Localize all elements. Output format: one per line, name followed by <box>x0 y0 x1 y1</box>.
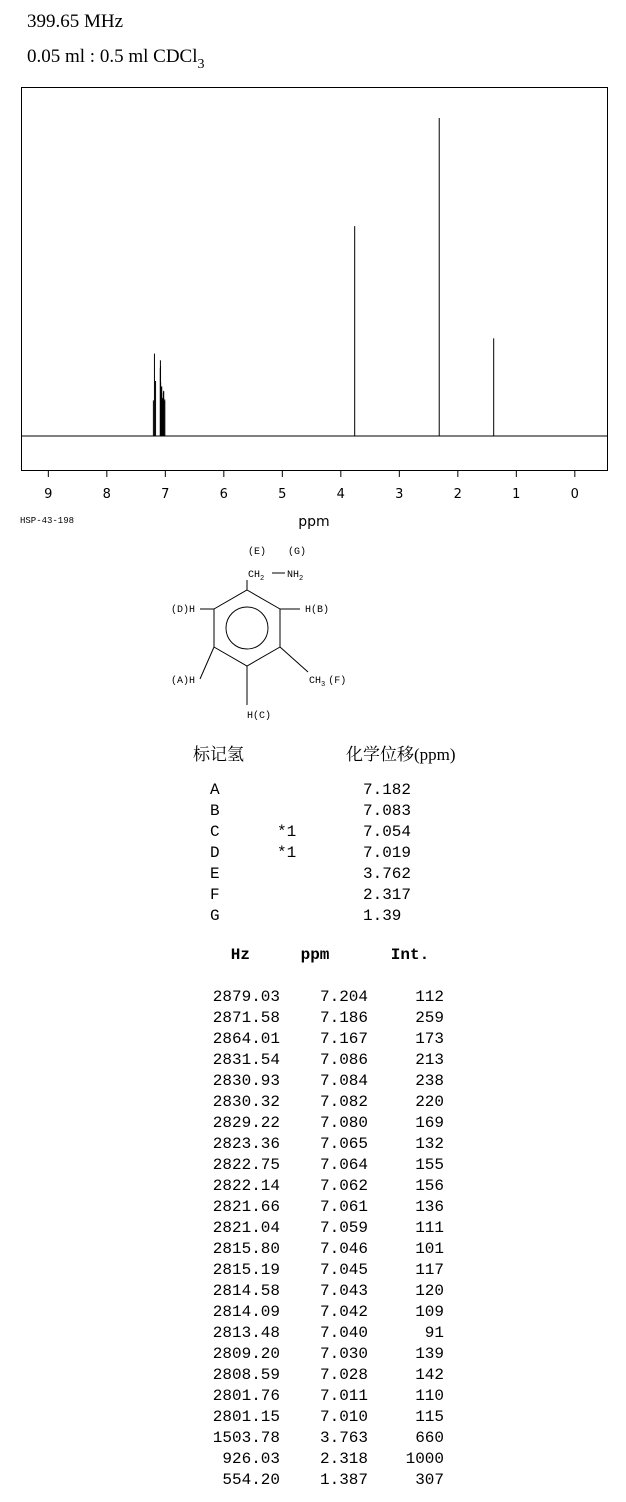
peak-ppm: 7.064 <box>319 1156 368 1174</box>
label-b: H(B) <box>305 605 330 616</box>
sample-subscript: 3 <box>197 57 205 72</box>
assignment-shift: 3.762 <box>363 865 412 883</box>
peak-intensity: 132 <box>415 1135 444 1153</box>
assignment-row <box>0 822 626 843</box>
x-axis-label: ppm <box>298 514 330 530</box>
peak-hz: 2821.04 <box>212 1219 280 1237</box>
peak-hz: 2809.20 <box>212 1345 280 1363</box>
peak-hz: 2814.09 <box>212 1303 280 1321</box>
peak-ppm: 7.045 <box>319 1261 368 1279</box>
peak-ppm: 7.062 <box>319 1177 368 1195</box>
table-row <box>0 987 626 1008</box>
peak-hz: 2801.76 <box>212 1387 280 1405</box>
peak-hz: 2813.48 <box>212 1324 280 1342</box>
x-tick-label: 9 <box>44 487 53 502</box>
nmr-spectrum-chart <box>0 0 626 540</box>
x-tick-label: 2 <box>453 487 462 502</box>
peak-hz: 2822.75 <box>212 1156 280 1174</box>
peak-ppm: 7.086 <box>319 1051 368 1069</box>
sample-text: 0.05 ml : 0.5 ml CDCl <box>27 46 198 67</box>
molecule-structure <box>150 540 380 725</box>
peak-ppm: 7.043 <box>319 1282 368 1300</box>
peak-hz: 2830.93 <box>212 1072 280 1090</box>
peak-intensity: 112 <box>415 988 444 1006</box>
table-row <box>0 1008 626 1029</box>
peak-hz: 2815.19 <box>212 1261 280 1279</box>
peak-ppm: 7.186 <box>319 1009 368 1027</box>
peak-hz: 2822.14 <box>212 1177 280 1195</box>
x-tick-label: 5 <box>278 487 287 502</box>
peak-hz: 2831.54 <box>212 1051 280 1069</box>
peak-intensity: 109 <box>415 1303 444 1321</box>
peak-intensity: 117 <box>415 1261 444 1279</box>
table-row <box>0 1281 626 1302</box>
peak-hz: 2821.66 <box>212 1198 280 1216</box>
peak-intensity: 136 <box>415 1198 444 1216</box>
peak-intensity: 110 <box>415 1387 444 1405</box>
table-row <box>0 1323 626 1344</box>
spectrum-id: HSP-43-198 <box>20 516 75 526</box>
peak-ppm: 7.080 <box>319 1114 368 1132</box>
aromatic-circle <box>226 607 268 649</box>
peak-ppm: 7.028 <box>319 1366 368 1384</box>
peak-header-int: Int. <box>390 946 430 964</box>
assignment-label: E <box>210 865 220 883</box>
label-nh2: $NH_2$ <box>287 570 304 583</box>
peak-hz: 2830.32 <box>212 1093 280 1111</box>
peak-ppm: 3.763 <box>319 1429 368 1447</box>
peak-hz: 2823.36 <box>212 1135 280 1153</box>
table-row <box>0 1428 626 1449</box>
peak-header-ppm: ppm <box>300 946 330 964</box>
label-e: (E) <box>248 547 267 558</box>
peak-hz: 2815.80 <box>212 1240 280 1258</box>
label-g: (G) <box>288 547 307 558</box>
table-row <box>0 1134 626 1155</box>
peak-intensity: 156 <box>415 1177 444 1195</box>
peak-ppm: 7.010 <box>319 1408 368 1426</box>
peak-ppm: 7.084 <box>319 1072 368 1090</box>
x-tick-label: 4 <box>336 487 345 502</box>
peak-intensity: 220 <box>415 1093 444 1111</box>
assignment-shift: 1.39 <box>363 907 402 925</box>
peak-ppm: 7.046 <box>319 1240 368 1258</box>
table-row <box>0 1407 626 1428</box>
peak-ppm: 7.167 <box>319 1030 368 1048</box>
assignment-row <box>0 885 626 906</box>
table-row <box>0 1092 626 1113</box>
peak-intensity: 120 <box>415 1282 444 1300</box>
assignment-label: D <box>210 844 220 862</box>
peak-intensity: 169 <box>415 1114 444 1132</box>
peak-header-hz: Hz <box>230 946 250 964</box>
peak-hz: 2864.01 <box>212 1030 280 1048</box>
label-c: H(C) <box>247 711 272 722</box>
table-row <box>0 1302 626 1323</box>
peak-ppm: 7.011 <box>319 1387 368 1405</box>
table-row <box>0 1386 626 1407</box>
peak-hz: 2801.15 <box>212 1408 280 1426</box>
label-d: (D)H <box>170 605 195 616</box>
assignment-shift: 2.317 <box>363 886 412 904</box>
peak-ppm: 7.059 <box>319 1219 368 1237</box>
assignment-label: C <box>210 823 220 841</box>
peak-ppm: 7.040 <box>319 1324 368 1342</box>
peak-intensity: 1000 <box>405 1450 444 1468</box>
table-row <box>0 1029 626 1050</box>
assignment-row <box>0 843 626 864</box>
table-row <box>0 1470 626 1491</box>
assignment-row <box>0 906 626 927</box>
table-row <box>0 1155 626 1176</box>
table-row <box>0 1176 626 1197</box>
table-row <box>0 1449 626 1470</box>
table-row <box>0 1050 626 1071</box>
assignment-row <box>0 780 626 801</box>
x-tick-label: 1 <box>512 487 521 502</box>
peak-ppm: 7.082 <box>319 1093 368 1111</box>
assignment-header-hydrogen: 标记氢 <box>193 745 244 764</box>
assignment-shift: 7.182 <box>363 781 412 799</box>
assignment-note: *1 <box>277 823 297 841</box>
peak-intensity: 111 <box>415 1219 444 1237</box>
peak-intensity: 307 <box>415 1471 444 1489</box>
peak-hz: 2871.58 <box>212 1009 280 1027</box>
peak-ppm: 7.042 <box>319 1303 368 1321</box>
peak-intensity: 155 <box>415 1156 444 1174</box>
peak-intensity: 101 <box>415 1240 444 1258</box>
peak-intensity: 91 <box>424 1324 444 1342</box>
assignment-row <box>0 801 626 822</box>
assignment-header-shift: 化学位移(ppm) <box>346 745 456 764</box>
table-row <box>0 1197 626 1218</box>
peak-ppm: 7.204 <box>319 988 368 1006</box>
assignment-label: B <box>210 802 220 820</box>
peak-intensity: 173 <box>415 1030 444 1048</box>
peak-intensity: 238 <box>415 1072 444 1090</box>
peak-ppm: 1.387 <box>319 1471 368 1489</box>
table-row <box>0 1365 626 1386</box>
peak-intensity: 660 <box>415 1429 444 1447</box>
assignment-shift: 7.019 <box>363 844 412 862</box>
x-tick-label: 6 <box>219 487 228 502</box>
peak-ppm: 7.061 <box>319 1198 368 1216</box>
peak-intensity: 213 <box>415 1051 444 1069</box>
spectrometer-frequency: 399.65 MHz <box>27 11 124 32</box>
peak-intensity: 115 <box>415 1408 444 1426</box>
assignment-note: *1 <box>277 844 297 862</box>
assignment-row <box>0 864 626 885</box>
label-ch2: $CH_2$ <box>248 570 265 583</box>
peak-intensity: 259 <box>415 1009 444 1027</box>
table-row <box>0 1260 626 1281</box>
peak-ppm: 2.318 <box>319 1450 368 1468</box>
table-row <box>0 1071 626 1092</box>
table-row <box>0 1239 626 1260</box>
x-tick-label: 0 <box>570 487 579 502</box>
x-tick-label: 8 <box>102 487 111 502</box>
plot-frame <box>22 88 608 471</box>
peak-hz: 2814.58 <box>212 1282 280 1300</box>
benzene-ring <box>214 590 280 666</box>
assignment-label: A <box>210 781 220 799</box>
peak-hz: 2829.22 <box>212 1114 280 1132</box>
assignment-shift: 7.054 <box>363 823 412 841</box>
table-row <box>0 1218 626 1239</box>
assignment-label: F <box>210 886 220 904</box>
assignment-label: G <box>210 907 220 925</box>
x-tick-label: 7 <box>161 487 170 502</box>
table-row <box>0 1113 626 1134</box>
peak-intensity: 139 <box>415 1345 444 1363</box>
peak-ppm: 7.065 <box>319 1135 368 1153</box>
spectrum-plot-area <box>22 118 607 436</box>
x-tick-label: 3 <box>395 487 404 502</box>
x-axis <box>44 470 579 502</box>
peak-intensity: 142 <box>415 1366 444 1384</box>
assignment-shift: 7.083 <box>363 802 412 820</box>
peak-hz: 554.20 <box>222 1471 280 1489</box>
label-a: (A)H <box>170 676 195 687</box>
table-row <box>0 1344 626 1365</box>
peak-hz: 2879.03 <box>212 988 280 1006</box>
peak-hz: 2808.59 <box>212 1366 280 1384</box>
peak-hz: 1503.78 <box>212 1429 280 1447</box>
bond-h-a <box>200 647 214 679</box>
peak-hz: 926.03 <box>222 1450 280 1468</box>
bond-ch3 <box>280 647 308 672</box>
label-ch3: $CH_3$ (F) <box>309 676 347 689</box>
peak-ppm: 7.030 <box>319 1345 368 1363</box>
